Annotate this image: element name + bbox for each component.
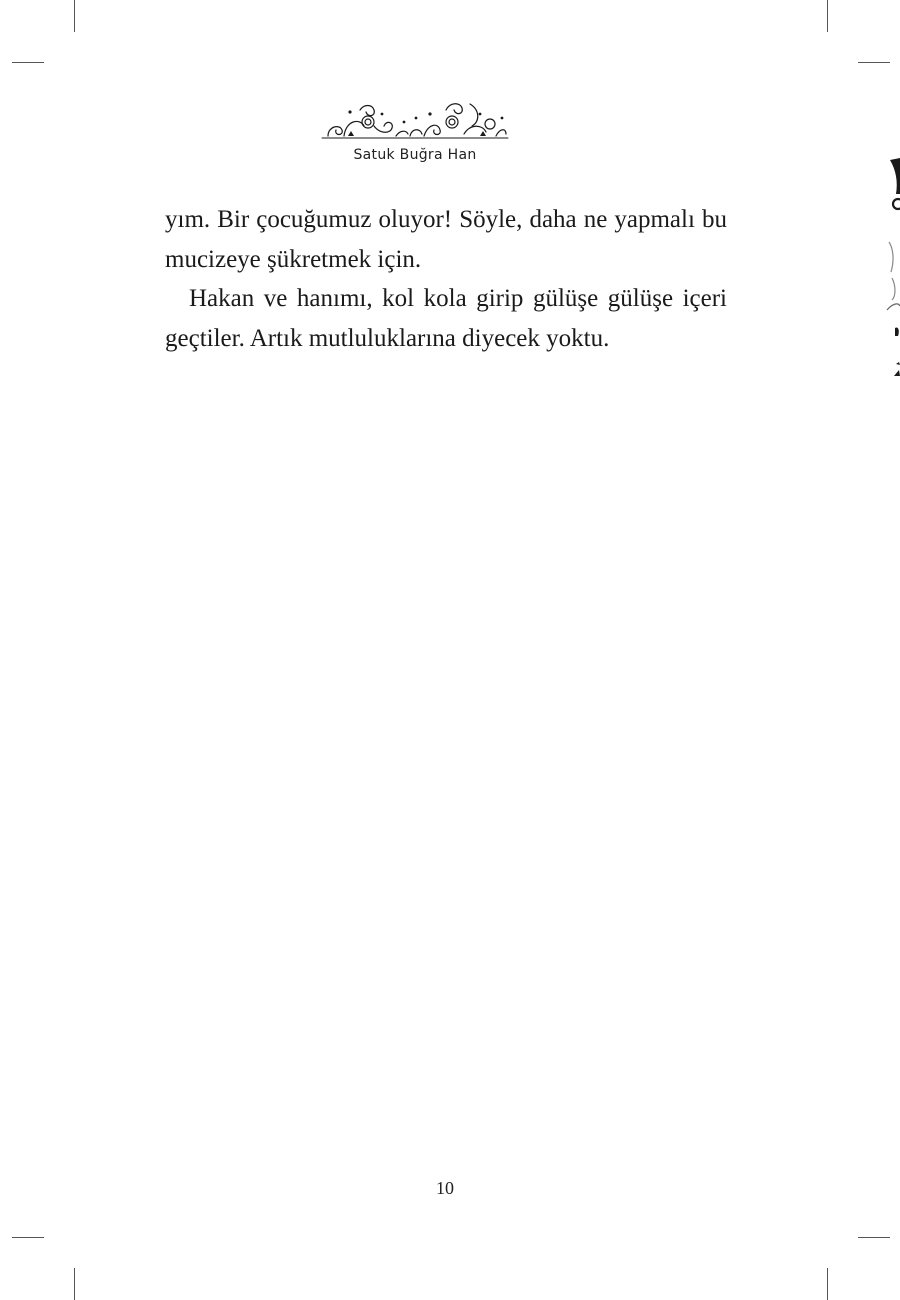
text-line: yım. Bir çocuğumuz oluyor! Söyle, daha ne yapmalı xyxy=(165,206,695,233)
crop-mark-bottom-left-horizontal xyxy=(12,1237,44,1238)
page-number: 10 xyxy=(436,1178,454,1198)
paragraph xyxy=(165,279,727,358)
crop-mark-top-right-vertical xyxy=(827,0,828,32)
crop-mark-top-left-horizontal xyxy=(12,62,44,63)
crop-mark-top-left-vertical xyxy=(74,0,75,32)
crop-mark-bottom-left-vertical xyxy=(74,1268,75,1300)
running-title: Satuk Buğra Han xyxy=(353,147,477,163)
floral-ornament-icon xyxy=(320,100,510,142)
edge-illustration-icon xyxy=(886,150,900,390)
text-line: bu mucizeye şükretmek için. xyxy=(165,206,728,273)
crop-mark-bottom-right-horizontal xyxy=(858,1237,890,1238)
body-text xyxy=(165,200,727,358)
text-line: geçtiler. Artık mutluluklarına diyecek yoktu. xyxy=(165,324,610,352)
crop-mark-top-right-horizontal xyxy=(858,62,890,63)
crop-mark-bottom-right-vertical xyxy=(827,1268,828,1300)
text-line: Hakan ve hanımı, kol kola girip gülüşe gülüşe içeri xyxy=(189,285,727,312)
paragraph xyxy=(165,200,727,279)
